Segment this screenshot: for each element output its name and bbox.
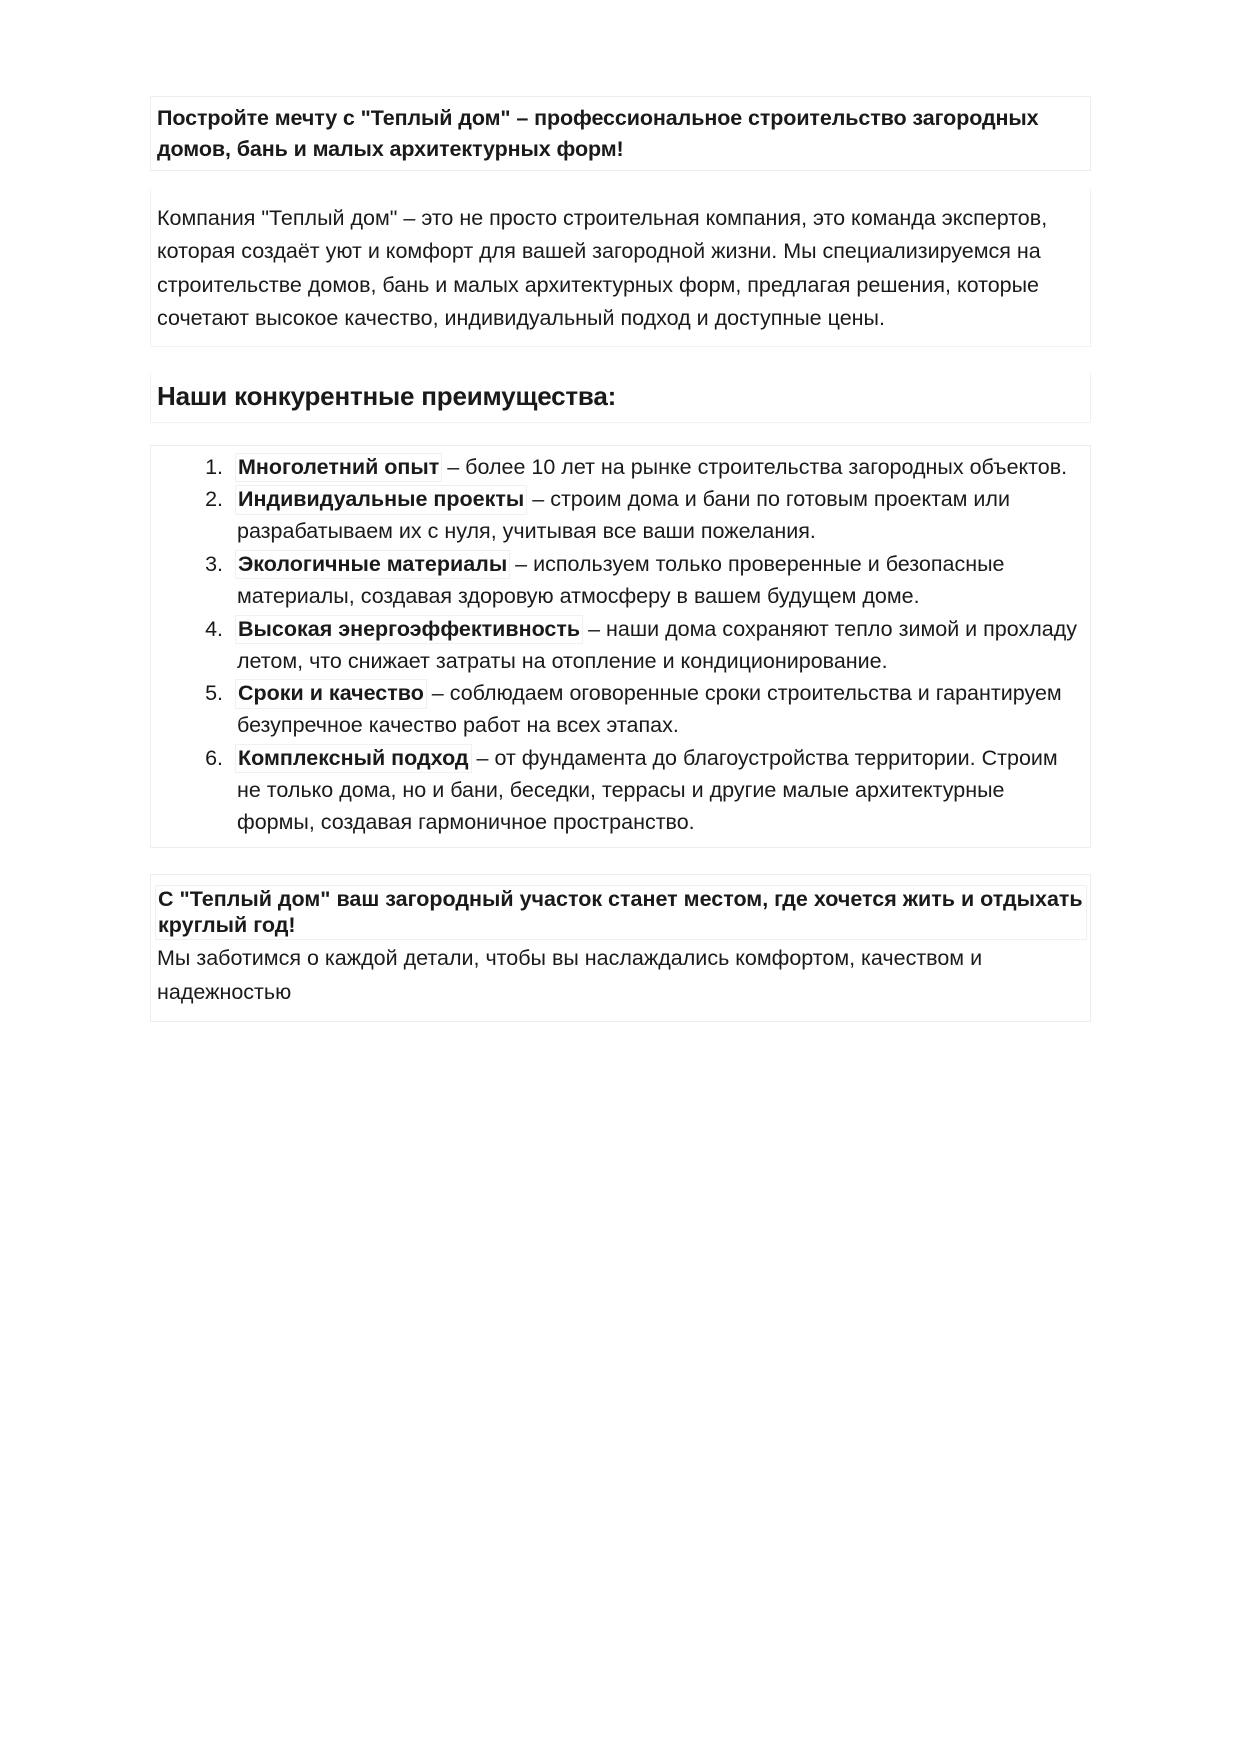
advantage-description: – более 10 лет на рынке строительства загородных объектов. [441, 454, 1068, 479]
advantage-description: – используем только проверенные и безопасные материалы, создавая здоровую атмосферу в вашем будущем доме. [237, 552, 1005, 608]
closing-rest-text: Мы заботимся о каждой детали, чтобы вы наслаждались комфортом, качеством и надежностью [157, 946, 983, 1004]
advantage-term: Экологичные материалы [235, 550, 510, 579]
list-item [229, 484, 1086, 548]
advantage-description: – соблюдаем оговоренные сроки строительства и гарантируем безупречное качество работ на всех этапах. [237, 681, 1062, 738]
closing-bold-text: С "Теплый дом" ваш загородный участок станет местом, где хочется жить и отдыхать круглый год! [155, 885, 1087, 940]
advantage-term: Сроки и качество [235, 679, 427, 708]
advantage-term: Высокая энергоэффективность [235, 615, 583, 644]
advantage-term: Многолетний опыт [235, 453, 442, 482]
lead-title: Постройте мечту с "Теплый дом" – профессиональное строительство загородных домов, бань и малых архитектурных форм! [150, 96, 1091, 171]
advantage-term: Индивидуальные проекты [235, 485, 527, 514]
list-item [229, 549, 1086, 613]
advantage-description: – от фундамента до благоустройства территории. Строим не только дома, но и бани, беседки, террасы и другие малые архитектурные формы, создавая гармоничное пространство. [237, 745, 1058, 834]
advantage-description: – наши дома сохраняют тепло зимой и прохладу летом, что снижает затраты на отопление и кондиционирование. [237, 616, 1078, 673]
advantages-list [151, 452, 1086, 839]
list-item [229, 452, 1086, 484]
section-heading-advantages: Наши конкурентные преимущества: [150, 373, 1091, 423]
list-item [229, 614, 1086, 678]
list-item [229, 678, 1086, 742]
closing-paragraph [150, 874, 1091, 1022]
advantages-list-block [150, 445, 1091, 849]
list-item [229, 743, 1086, 838]
advantage-term: Комплексный подход [235, 744, 472, 773]
advantage-description: – строим дома и бани по готовым проектам или разрабатываем их с нуля, учитывая все ваши пожелания. [237, 487, 1010, 544]
intro-paragraph: Компания "Теплый дом" – это не просто строительная компания, это команда экспертов, которая создаёт уют и комфорт для вашей загородной жизни. Мы специализируемся на строительстве домов, бань и малых архитектурных форм, предлагая решения, которые сочетают высокое качество, индивидуальный подход и доступные цены. [150, 189, 1091, 347]
